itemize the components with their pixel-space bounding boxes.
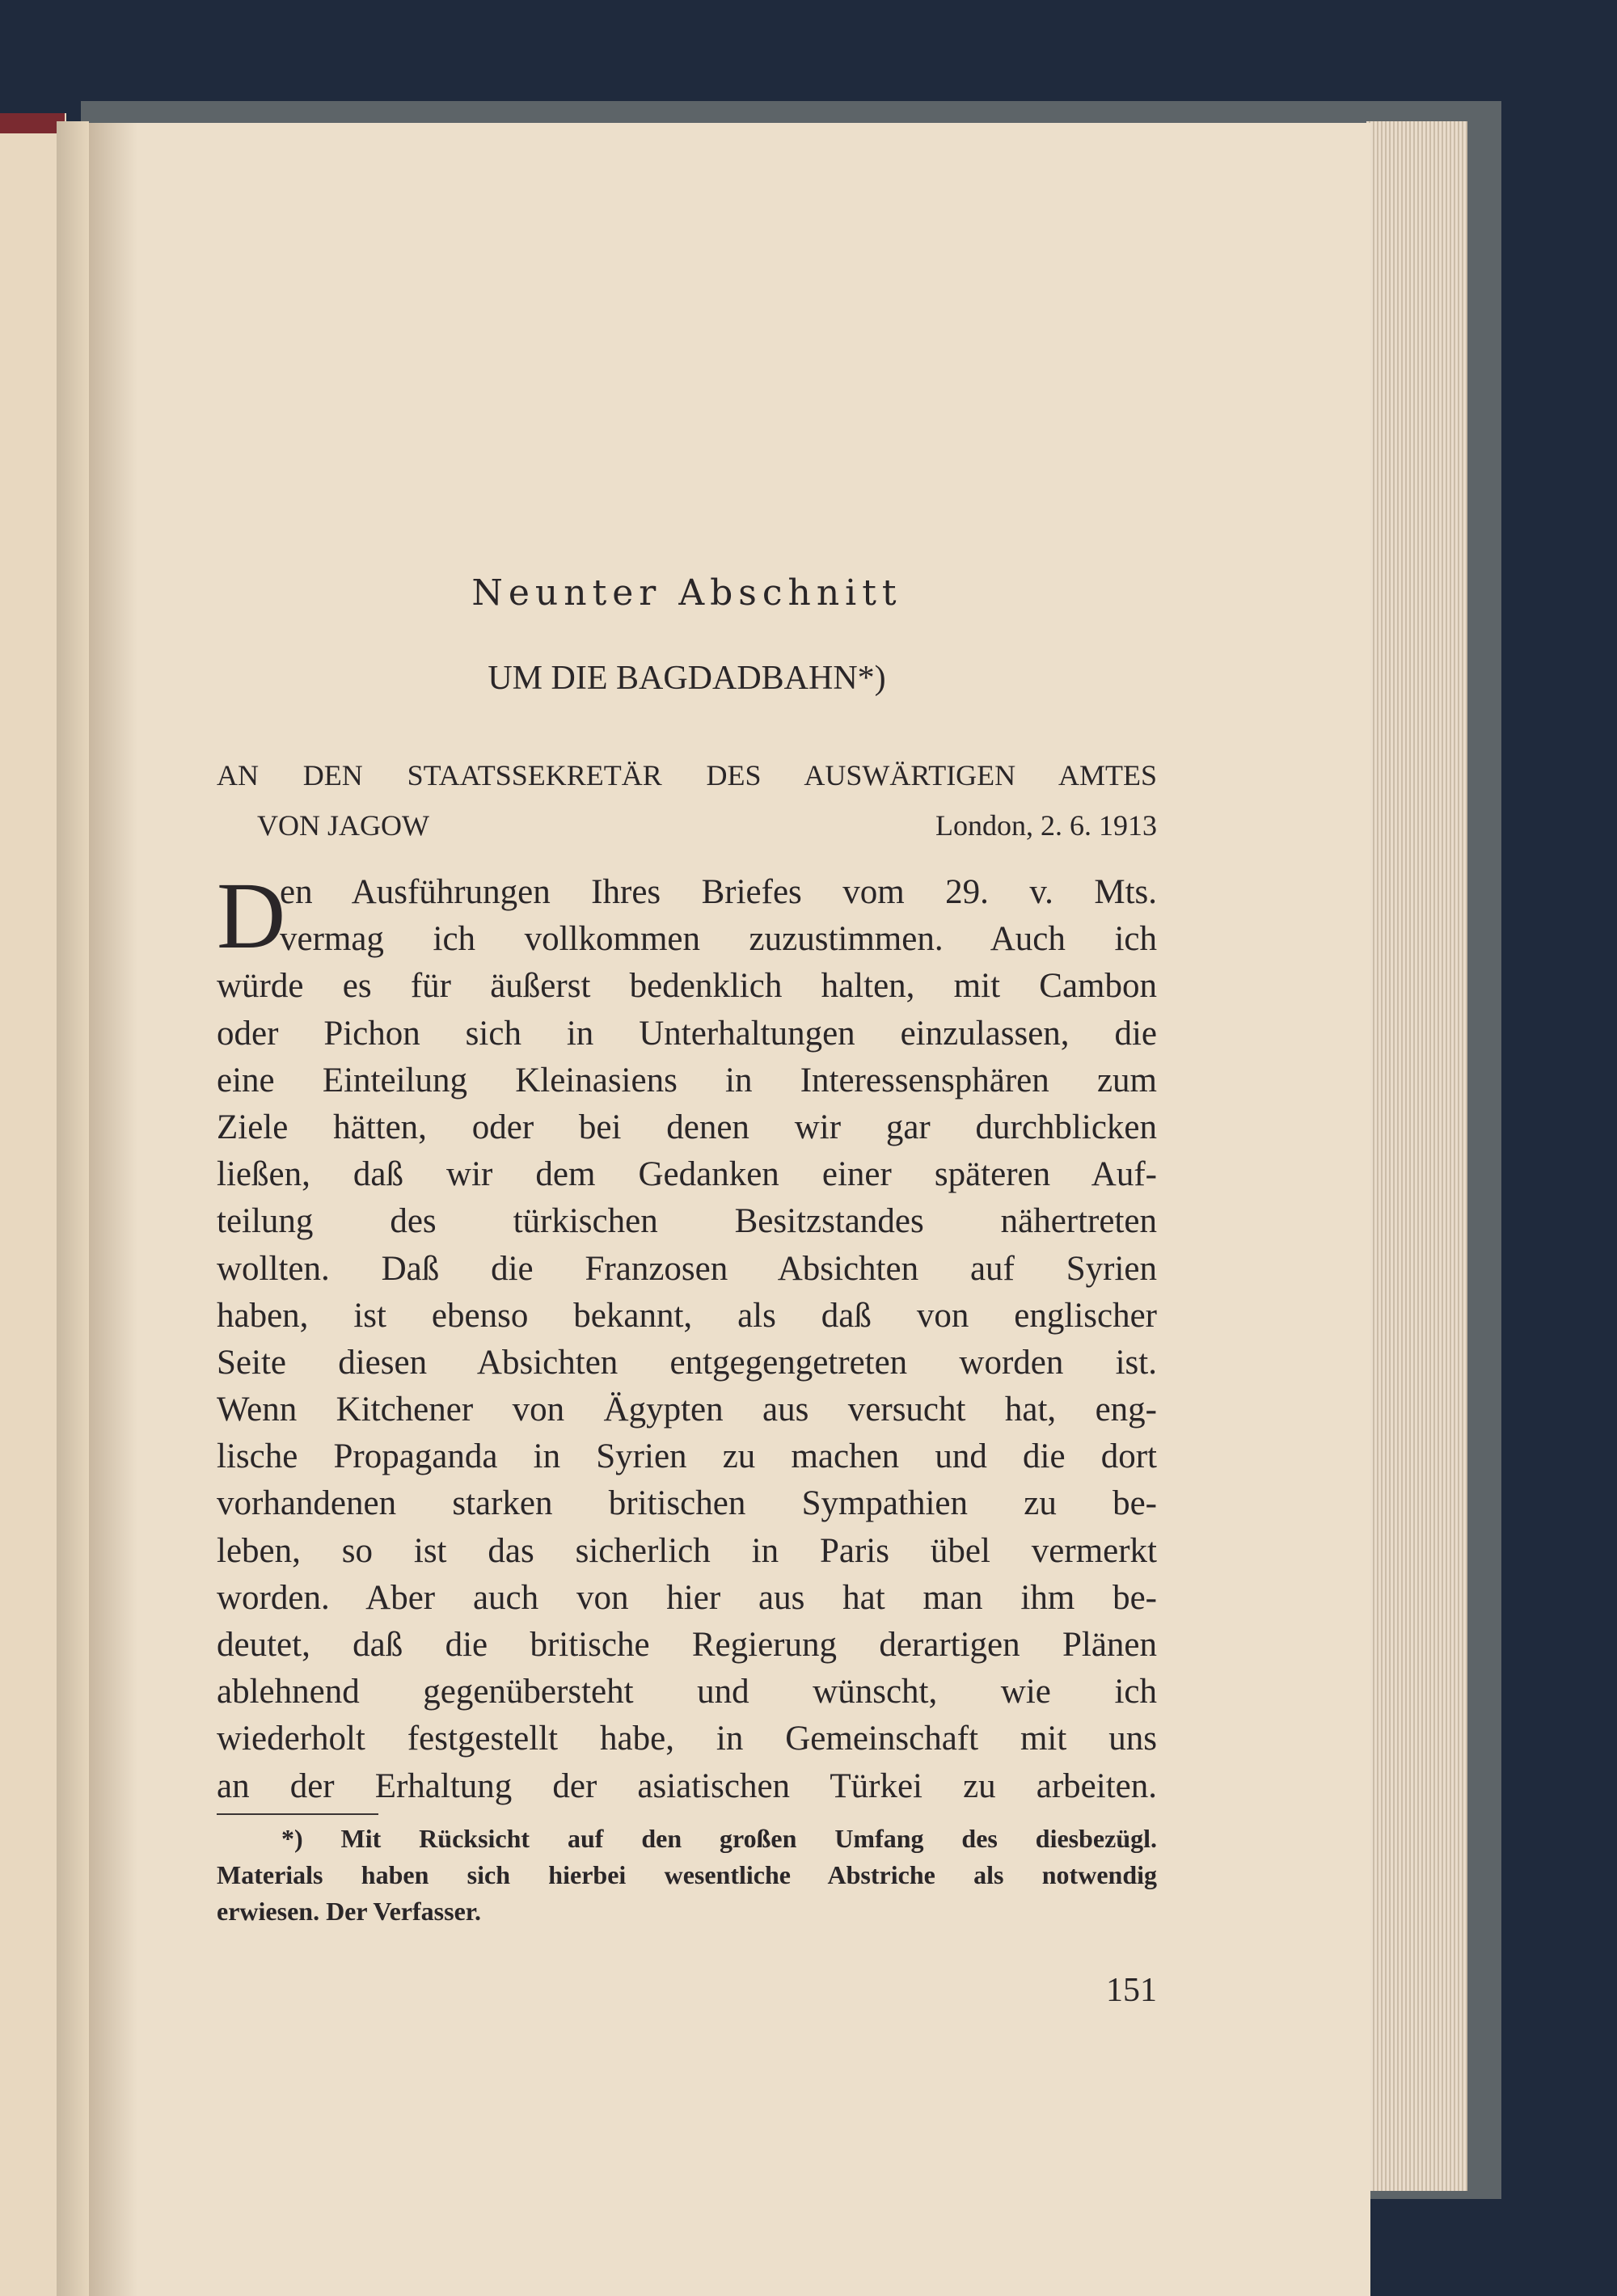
body-line: wollten. Daß die Franzosen Absichten auf Syrien [217,1249,1157,1288]
body-line: vermag ich vollkommen zuzustimmen. Auch ich [280,920,1157,959]
footnote-rule [217,1813,378,1815]
body-line: an der Erhaltung der asiatischen Türkei zu arbeiten. [217,1766,1157,1805]
body-line: Ziele hätten, oder bei denen wir gar durchblicken [217,1108,1157,1146]
gutter-shadow [89,123,137,2296]
body-line: worden. Aber auch von hier aus hat man ihm be- [217,1578,1157,1617]
body-line: leben, so ist das sicherlich in Paris übel vermerkt [217,1531,1157,1570]
body-line: haben, ist ebenso bekannt, als daß von englischer [217,1296,1157,1335]
body-line: würde es für äußerst bedenklich halten, mit Cambon [217,967,1157,1006]
body-line: eine Einteilung Kleinasiens in Interessensphären zum [217,1061,1157,1099]
drop-cap: D [217,863,286,969]
body-text [217,863,1157,1810]
left-cover-edge [0,113,65,133]
page-block-edge [1366,121,1467,2191]
footnote [217,1821,1157,1930]
address-line: AN DEN STAATSSEKRETÄR DES AUSWÄRTIGEN AMTES [217,759,1157,791]
body-line: oder Pichon sich in Unterhaltungen einzulassen, die [217,1014,1157,1053]
body-line: ließen, daß wir dem Gedanken einer späteren Auf- [217,1155,1157,1194]
footnote-line: erwiesen. Der Verfasser. [217,1897,482,1926]
address-name: VON JAGOW [257,809,429,842]
place-date: London, 2. 6. 1913 [935,809,1157,842]
spine-shadow [57,121,89,2296]
footnote-line: Materials haben sich hierbei wesentliche Abstriche als notwendig [217,1860,1157,1889]
body-line: lische Propaganda in Syrien zu machen und die dort [217,1437,1157,1476]
body-line: vorhandenen starken britischen Sympathien zu be- [217,1484,1157,1523]
body-line: teilung des türkischen Besitzstandes nähertreten [217,1202,1157,1241]
body-line: ablehnend gegenübersteht und wünscht, wie ich [217,1673,1157,1711]
section-heading: Neunter Abschnitt [471,572,902,614]
footnote-line: *) Mit Rücksicht auf den großen Umfang des diesbezügl. [281,1824,1157,1853]
body-line: en Ausführungen Ihres Briefes vom 29. v. Mts. [280,873,1157,911]
body-line: Seite diesen Absichten entgegengetreten worden ist. [217,1343,1157,1382]
body-line: wiederholt festgestellt habe, in Gemeinschaft mit uns [217,1720,1157,1758]
page-number: 151 [1106,1972,1157,2009]
body-line: deutet, daß die britische Regierung derartigen Plänen [217,1626,1157,1664]
chapter-title: UM DIE BAGDADBAHN*) [488,660,886,697]
body-line: Wenn Kitchener von Ägypten aus versucht hat, eng- [217,1391,1157,1429]
